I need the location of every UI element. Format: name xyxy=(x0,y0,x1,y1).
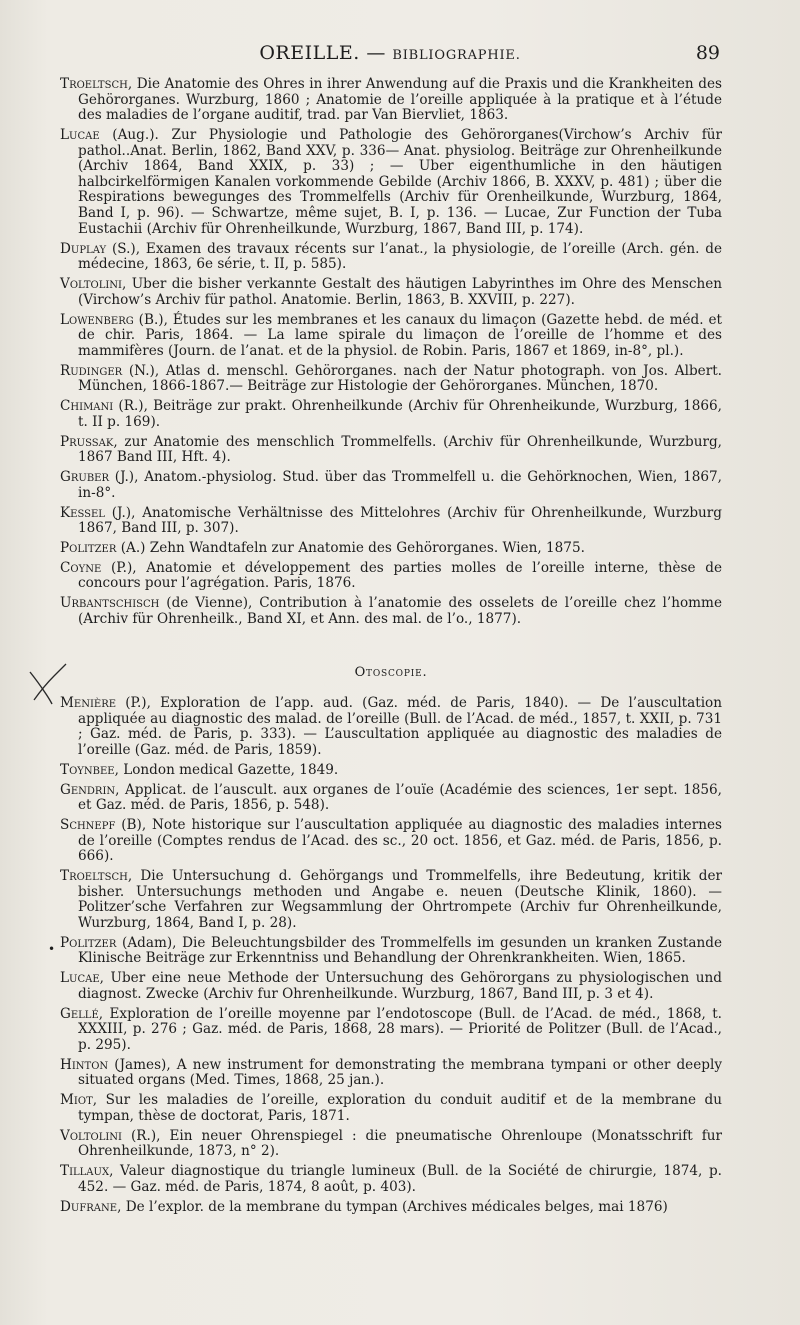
entry-text: , Uber eine neue Methode der Untersuchung des Gehörorgans zu physiologischen und diagnost. Zwecke (Archiv fur Ohrenheilkunde. Wurzburg, 1867, Band III, p. 3 et 4). xyxy=(78,970,722,1002)
bibliography-entry xyxy=(60,399,722,430)
bibliography-list-anatomy xyxy=(60,77,722,632)
running-header xyxy=(60,42,720,68)
entry-text: (Adam), Die Beleuchtungsbilder des Trommelfells im gesunden un kranken Zustande Klinische Beiträge zur Erkenntniss und Behandlung der Ohrenkrankheiten. Wien, 1865. xyxy=(78,934,722,967)
bibliography-entry xyxy=(60,313,722,360)
entry-text: (P.), Exploration de l’app. aud. (Gaz. méd. de Paris, 1840). — De l’auscultation appliquée au diagnostic des malad. de l’oreille (Bull. de l’Acad. de méd., 1857, t. XXII, p. 731 ; Gaz. méd. de Paris, p. 333). — L’auscultation appliquée au diagnostic des maladies de l’oreille (Gaz. méd. de Paris, 1859). xyxy=(78,695,722,758)
page-number: 89 xyxy=(695,42,720,64)
entry-text: (James), A new instrument for demonstrating the membrana tympani or other deeply situated organs (Med. Times, 1868, 25 jan.). xyxy=(78,1056,722,1089)
title-dash: — xyxy=(366,42,386,64)
bibliography-entry xyxy=(60,783,722,814)
entry-author: Duplay xyxy=(60,240,107,257)
bibliography-entry xyxy=(60,971,722,1002)
entry-author: Lowenberg xyxy=(60,311,134,328)
bibliography-entry xyxy=(60,470,722,501)
entry-author: Gendrin xyxy=(60,781,116,798)
entry-text: , Uber die bisher verkannte Gestalt des häutigen Labyrinthes im Ohre des Menschen (Virchow’s Archiv für pathol. Anatomie. Berlin, 1863, B. XXVIII, p. 227). xyxy=(78,276,722,308)
entry-text: , zur Anatomie des menschlich Trommelfells. (Archiv für Ohrenheilkunde, Wurzburg, 1867 Band III, Hft. 4). xyxy=(78,433,722,466)
entry-author: Troeltsch xyxy=(60,868,128,885)
entry-text: (A.) Zehn Wandtafeln zur Anatomie des Gehörorganes. Wien, 1875. xyxy=(116,540,585,556)
entry-author: Toynbee xyxy=(60,761,115,778)
bibliography-entry xyxy=(60,364,722,395)
entry-author: Troeltsch xyxy=(60,76,128,92)
entry-author: Urbantschisch xyxy=(60,595,160,612)
entry-author: Coyne xyxy=(60,559,102,576)
entry-author: Kessel xyxy=(60,504,105,521)
entry-author: Tillaux xyxy=(60,1163,110,1180)
entry-text: (N.), Atlas d. menschl. Gehörorganes. nach der Natur photograph. von Jos. Albert. München, 1866-1867.— Beiträge zur Histologie der Gehörorganes. München, 1870. xyxy=(78,362,722,395)
entry-author: Menière xyxy=(60,695,117,711)
bibliography-entry xyxy=(60,561,722,592)
entry-author: Gellé xyxy=(60,1005,99,1022)
bibliography-entry xyxy=(60,1164,722,1195)
section-subtitle: BIBLIOGRAPHIE. xyxy=(392,48,521,63)
bibliography-entry xyxy=(60,763,722,779)
entry-author: Dufrane xyxy=(60,1198,118,1215)
bibliography-entry xyxy=(60,1129,722,1160)
bibliography-entry xyxy=(60,277,722,308)
entry-text: (S.), Examen des travaux récents sur l’anat., la physiologie, de l’oreille (Arch. gén. de médecine, 1863, 6e série, t. II, p. 585). xyxy=(78,240,722,273)
bibliography-entry xyxy=(60,869,722,931)
entry-text: , Die Anatomie des Ohres in ihrer Anwendung auf die Praxis und die Krankheiten des Gehörorganes. Wurzburg, 1860 ; Anatomie de l’oreille appliquée à la pratique et à l’étude des maladies de l’organe auditif, trad. par Van Biervliet, 1863. xyxy=(78,76,722,124)
entry-text: (B), Note historique sur l’auscultation appliquée au diagnostic des maladies internes de l’oreille (Comptes rendus de l’Acad. des sc., 20 oct. 1856, et Gaz. méd. de Paris, 1856, p. 666). xyxy=(78,817,722,865)
section-title-otoscopie: Otoscopie. xyxy=(354,665,428,680)
entry-text: , London medical Gazette, 1849. xyxy=(114,761,339,778)
running-title xyxy=(60,42,720,64)
entry-author: Politzer xyxy=(60,934,117,951)
entry-author: Gruber xyxy=(60,469,109,486)
entry-text: , Sur les maladies de l’oreille, exploration du conduit auditif et de la membrane du tympan, thèse de doctorat, Paris, 1871. xyxy=(78,1092,722,1124)
entry-author: Chimani xyxy=(60,398,114,415)
entry-text: (Aug.). Zur Physiologie und Pathologie des Gehörorganes(Virchow’s Archiv für pathol..Anat. Berlin, 1862, Band XXV, p. 336— Anat. physiolog. Beiträge zur Ohrenheilkunde (Archiv 1864, Band XXIX, p. 33) ; — Uber eigenthumliche in den häutigen halbcirkelförmigen Kanalen vorkommende Gebilde (Archiv 1866, B. XXXV, p. 481) ; über die Respirations bewegunges des Trommelfells (Archiv für Orenheilkunde, Wurzburg, 1864, Band I, p. 96). — Schwartze, même sujet, B. I, p. 136. — Lucae, Zur Function der Tuba Eustachii (Archiv für Ohrenheilkunde, Wurzburg, 1867, Band III, p. 174). xyxy=(78,127,722,237)
entry-text: , Applicat. de l’auscult. aux organes de l’ouïe (Académie des sciences, 1er sept. 1856, et Gaz. méd. de Paris, 1856, p. 548). xyxy=(78,781,722,814)
bibliography-entry xyxy=(60,541,722,557)
entry-author: Hinton xyxy=(60,1056,109,1073)
entry-text: , Exploration de l’oreille moyenne par l’endotoscope (Bull. de l’Acad. de méd., 1868, t. XXXIII, p. 276 ; Gaz. méd. de Paris, 1868, 28 mars). — Priorité de Politzer (Bull. de l’Acad., p. 295). xyxy=(78,1005,722,1053)
bibliography-entry xyxy=(60,1093,722,1124)
bibliography-entry xyxy=(60,1200,722,1216)
entry-text: (P.), Anatomie et développement des parties molles de l’oreille interne, thèse de concours pour l’agrégation. Paris, 1876. xyxy=(78,559,722,592)
entry-author: Politzer xyxy=(60,540,117,556)
bibliography-entry xyxy=(60,435,722,466)
bibliography-entry xyxy=(60,506,722,537)
entry-text: , De l’explor. de la membrane du tympan (Archives médicales belges, mai 1876) xyxy=(117,1198,668,1215)
bibliography-entry xyxy=(60,818,722,865)
entry-text: (J.), Anatomische Verhältnisse des Mittelohres (Archiv für Ohrenheilkunde, Wurzburg 1867, Band III, p. 307). xyxy=(78,504,722,537)
bibliography-entry xyxy=(60,242,722,273)
bibliography-entry xyxy=(60,77,722,124)
bibliography-entry xyxy=(60,596,722,627)
entry-text: (R.), Ein neuer Ohrenspiegel : die pneumatische Ohrenloupe (Monatsschrift fur Ohrenheilkunde, 1873, n° 2). xyxy=(78,1127,722,1160)
entry-author: Lucae xyxy=(60,970,100,987)
bibliography-list-otoscopie xyxy=(60,696,722,1220)
entry-text: (B.), Études sur les membranes et les canaux du limaçon (Gazette hebd. de méd. et de chir. Paris, 1864. — La lame spirale du limaçon de l’oreille de l’homme et des mammifères (Journ. de l’anat. et de la physiol. de Robin. Paris, 1867 et 1869, in-8°, pl.). xyxy=(78,311,722,359)
entry-text: , Valeur diagnostique du triangle lumineux (Bull. de la Société de chirurgie, 1874, p. 452. — Gaz. méd. de Paris, 1874, 8 août, p. 403). xyxy=(78,1163,722,1195)
entry-author: Prussak xyxy=(60,433,114,450)
entry-author: Rudinger xyxy=(60,362,123,379)
entry-author: Miot xyxy=(60,1092,93,1109)
entry-author: Lucae xyxy=(60,127,100,144)
entry-author: Voltolini xyxy=(60,276,122,293)
entry-author: Schnepf xyxy=(60,817,116,834)
bibliography-entry xyxy=(60,696,722,758)
margin-dot: • xyxy=(48,942,56,956)
bibliography-entry xyxy=(60,1058,722,1089)
entry-text: (de Vienne), Contribution à l’anatomie des osselets de l’oreille chez l’homme (Archiv für Ohrenheilk., Band XI, et Ann. des mal. de l’o., 1877). xyxy=(78,595,722,627)
entry-text: , Die Untersuchung d. Gehörgangs und Trommelfells, ihre Bedeutung, kritik der bisher. Untersuchungs methoden und Angabe e. neuen (Deutsche Klinik, 1860). — Politzer’sche Verfahren zur Wegsammlung der Ohrtrompete (Archiv fur Ohrenheilkunde, Wurzburg, 1864, Band I, p. 28). xyxy=(78,868,722,931)
bibliography-entry xyxy=(60,1007,722,1054)
bibliography-entry xyxy=(60,936,722,967)
bibliography-entry xyxy=(60,128,722,237)
entry-text: (J.), Anatom.-physiolog. Stud. über das Trommelfell u. die Gehörknochen, Wien, 1867, in-8°. xyxy=(78,469,722,501)
entry-author: Voltolini xyxy=(60,1127,122,1144)
entry-text: (R.), Beiträge zur prakt. Ohrenheilkunde (Archiv für Ohrenheikunde, Wurzburg, 1866, t. II p. 169). xyxy=(78,398,722,430)
chapter-title: OREILLE. xyxy=(259,42,360,64)
